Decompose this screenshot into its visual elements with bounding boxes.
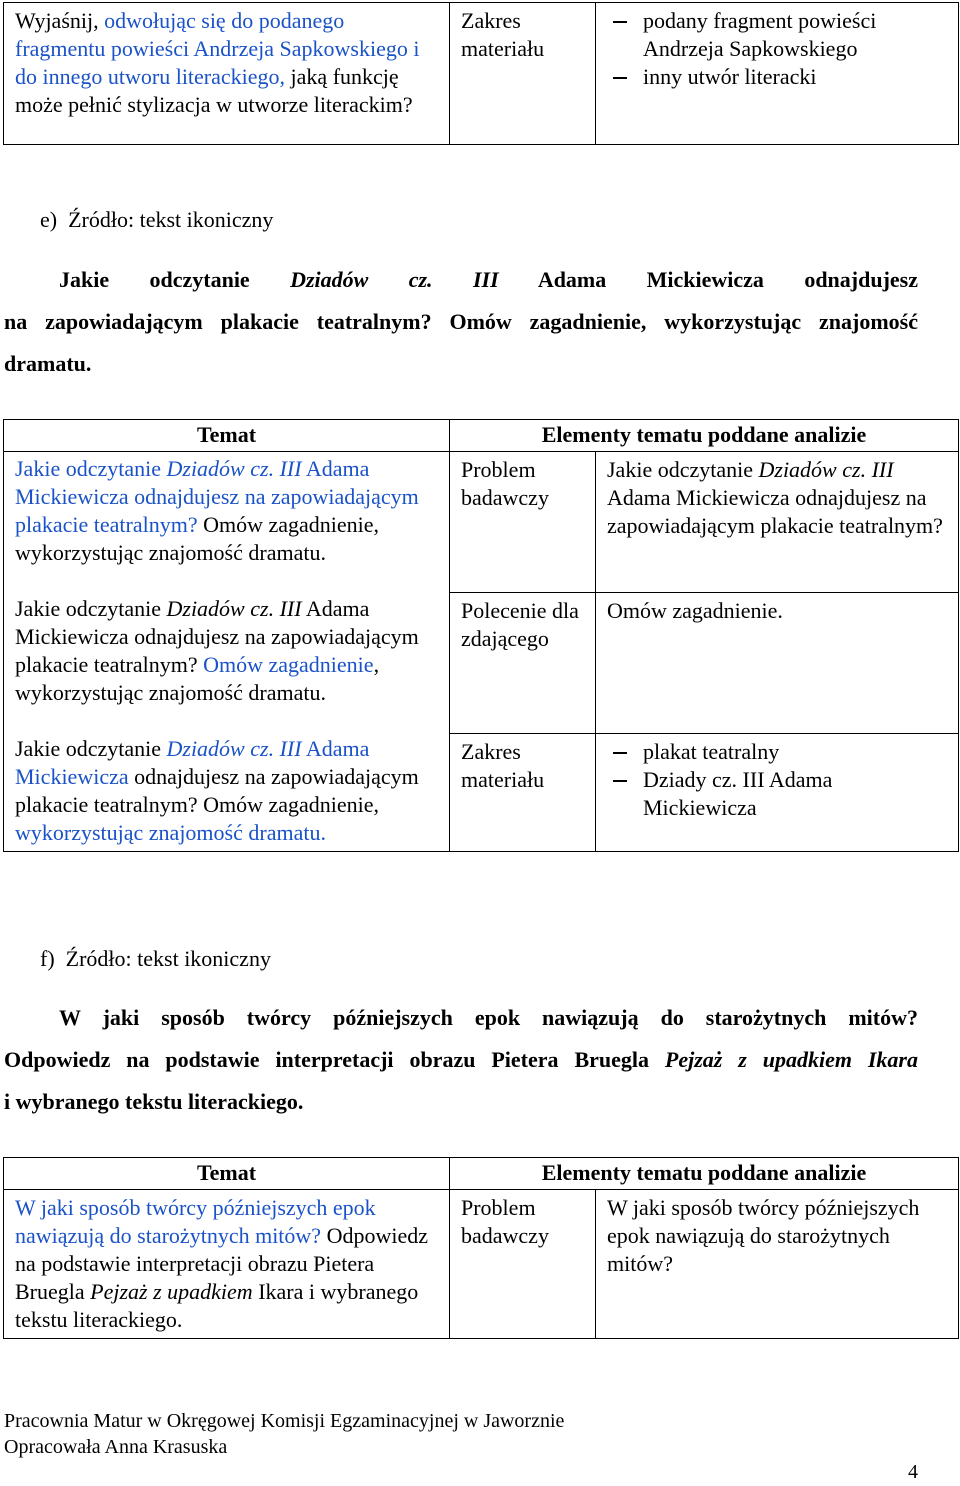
label-problem: Problem badawczy	[450, 1190, 596, 1339]
temat-block-3: Jakie odczytanie Dziadów cz. III Adama Mickiewicza odnajdujesz na zapowiadającym plakacie teatralnym? Omów zagadnienie, wykorzystując znajomość dramatu.	[15, 736, 419, 845]
section-f-table	[3, 1157, 959, 1339]
label-polecenie: Polecenie dla zdającego	[450, 593, 596, 734]
temat-cell: W jaki sposób twórcy późniejszych epok nawiązują do starożytnych mitów? Odpowiedz na podstawie interpretacji obrazu Pietera Bruegla Pejzaż z upadkiem Ikara i wybranego tekstu literackiego.	[4, 1190, 450, 1339]
label-zakres: Zakres materiału	[450, 734, 596, 852]
section-e-heading: e) Źródło: tekst ikoniczny	[40, 207, 274, 232]
value-zakres	[596, 734, 959, 852]
page-number: 4	[908, 1461, 918, 1483]
value-problem: W jaki sposób twórcy późniejszych epok nawiązują do starożytnych mitów?	[596, 1190, 959, 1339]
section-e-question: Jakie odczytanie Dziadów cz. III Adama Mickiewicza odnajdujesz na zapowiadającym plakacie teatralnym? Omów zagadnienie, wykorzystując znajomość dramatu.	[4, 267, 919, 376]
column-header-elementy: Elementy tematu poddane analizie	[450, 420, 959, 452]
value-problem: Jakie odczytanie Dziadów cz. III Adama Mickiewicza odnajdujesz na zapowiadającym plakacie teatralnym?	[596, 452, 959, 593]
temat-cell	[4, 452, 450, 852]
label-problem: Problem badawczy	[450, 452, 596, 593]
scope-label: Zakres materiału	[450, 3, 596, 145]
scope-item: podany fragment powieści Andrzeja Sapkowskiego	[607, 7, 948, 63]
temat-block-2: Jakie odczytanie Dziadów cz. III Adama Mickiewicza odnajdujesz na zapowiadającym plakacie teatralnym? Omów zagadnienie, wykorzystując znajomość dramatu.	[15, 596, 419, 705]
section-f-heading: f) Źródło: tekst ikoniczny	[40, 946, 271, 971]
footer-author: Opracowała Anna Krasuska	[4, 1436, 228, 1458]
column-header-temat: Temat	[4, 1158, 450, 1190]
task-text: Wyjaśnij,	[15, 8, 105, 33]
section-f-question: W jaki sposób twórcy późniejszych epok nawiązują do starożytnych mitów? Odpowiedz na podstawie interpretacji obrazu Pietera Bruegla Pejzaż z upadkiem Ikara i wybranego tekstu literackiego.	[4, 1005, 918, 1114]
task-cell	[4, 3, 450, 145]
footer	[4, 1408, 564, 1460]
task-text-rest: jaką funkcję może pełnić stylizacja w utworze literackim?	[15, 64, 413, 117]
footer-institution: Pracownia Matur w Okręgowej Komisji Egzaminacyjnej w Jaworznie	[4, 1410, 565, 1432]
top-table	[3, 2, 959, 145]
scope-item: Dziady cz. III Adama Mickiewicza	[607, 766, 948, 822]
column-header-elementy: Elementy tematu poddane analizie	[450, 1158, 959, 1190]
value-polecenie: Omów zagadnienie.	[596, 593, 959, 734]
scope-item: plakat teatralny	[607, 738, 948, 766]
scope-item: inny utwór literacki	[607, 63, 948, 91]
section-e-table	[3, 419, 959, 852]
task-highlight: odwołując się do podanego fragmentu powieści Andrzeja Sapkowskiego i do innego utworu literackiego,	[15, 8, 420, 89]
column-header-temat: Temat	[4, 420, 450, 452]
temat-block-1: Jakie odczytanie Dziadów cz. III Adama Mickiewicza odnajdujesz na zapowiadającym plakacie teatralnym? Omów zagadnienie, wykorzystując znajomość dramatu.	[15, 456, 419, 565]
scope-values	[596, 3, 959, 145]
